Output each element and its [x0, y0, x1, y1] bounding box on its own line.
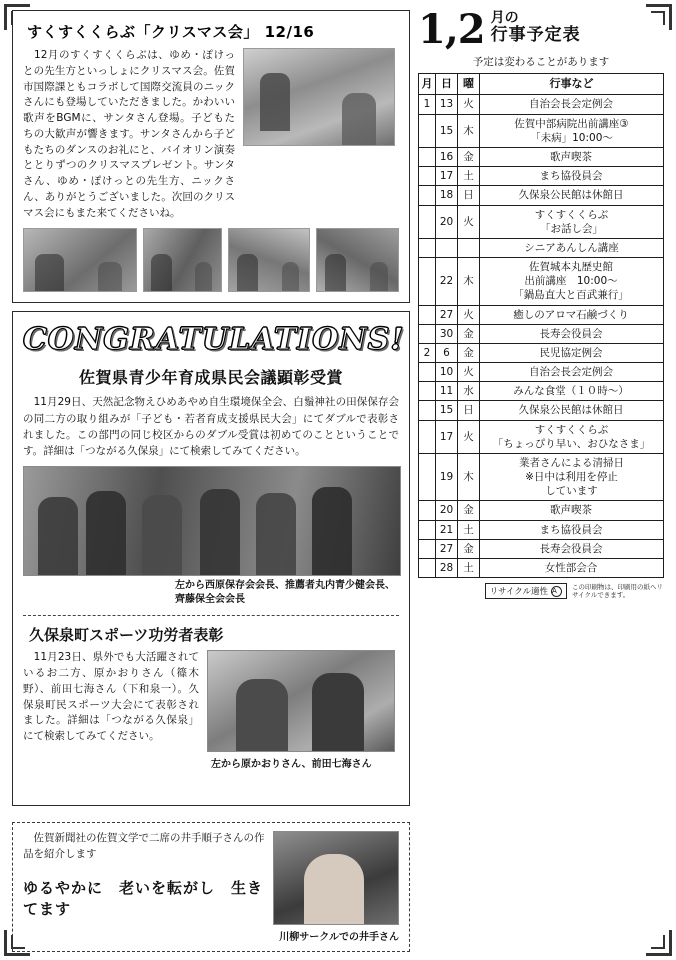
table-row [419, 382, 664, 401]
award-photo-caption: 左から西原保存会会長、推薦者丸内青少健会長、齊藤保全会会長 [175, 580, 395, 606]
column-header-month: 月 [419, 73, 436, 95]
cell-event: 長寿会役員会 [480, 324, 664, 343]
footer-recycle [418, 583, 664, 599]
cell-month [419, 501, 436, 520]
senryu-poem: ゆるやかに 老いを転がし 生きてます [23, 878, 264, 918]
calendar-table [418, 73, 664, 578]
cell-dow: 木 [458, 453, 480, 501]
cell-day: 15 [436, 114, 458, 147]
calendar-month-suffix: 月の [490, 10, 519, 26]
cell-month [419, 205, 436, 238]
cell-day: 27 [436, 539, 458, 558]
christmas-main-photo [243, 48, 395, 146]
cell-day [436, 238, 458, 257]
cell-event: 業者さんによる清掃日 ※日中は利用を停止 しています [480, 453, 664, 501]
recycle-note: この印刷物は、印刷用の紙へリサイクルできます。 [572, 583, 663, 600]
sports-award-photo [207, 650, 395, 752]
congratulations-banner: CONGRATULATIONS! [23, 322, 405, 358]
table-row [419, 167, 664, 186]
corner-ornament-bottom-right [646, 930, 672, 956]
left-column [12, 10, 410, 952]
cell-event: 歌声喫茶 [480, 501, 664, 520]
table-row [419, 324, 664, 343]
cell-day: 17 [436, 167, 458, 186]
cell-event: 自治会長会定例会 [480, 95, 664, 114]
award-ceremony-photo [23, 466, 401, 576]
cell-day: 21 [436, 520, 458, 539]
recycle-mark-icon: A [551, 586, 562, 597]
christmas-thumb-1 [23, 228, 137, 292]
recycle-badge [485, 583, 567, 599]
cell-day: 30 [436, 324, 458, 343]
cell-day: 20 [436, 501, 458, 520]
cell-event: 歌声喫茶 [480, 148, 664, 167]
cell-dow: 水 [458, 382, 480, 401]
cell-month [419, 324, 436, 343]
cell-day: 27 [436, 305, 458, 324]
table-row [419, 114, 664, 147]
sports-award-caption: 左から原かおりさん、前田七海さん [211, 759, 372, 771]
cell-event: 癒しのアロマ石鹸づくり [480, 305, 664, 324]
senryu-photo [273, 831, 399, 925]
cell-month [419, 258, 436, 306]
cell-month [419, 453, 436, 501]
christmas-thumb-2 [143, 228, 223, 292]
cell-month [419, 520, 436, 539]
cell-event: 民児協定例会 [480, 343, 664, 362]
cell-day: 19 [436, 453, 458, 501]
cell-dow: 日 [458, 401, 480, 420]
calendar-header-text [491, 10, 581, 49]
cell-month [419, 558, 436, 577]
article-christmas-title: すくすくくらぶ「クリスマス会」 12/16 [27, 23, 315, 41]
cell-month: 1 [419, 95, 436, 114]
cell-month [419, 238, 436, 257]
cell-day: 16 [436, 148, 458, 167]
cell-day: 15 [436, 401, 458, 420]
cell-month [419, 186, 436, 205]
cell-dow: 火 [458, 305, 480, 324]
cell-month [419, 167, 436, 186]
cell-dow: 木 [458, 114, 480, 147]
cell-day: 18 [436, 186, 458, 205]
senryu-photo-wrap [273, 831, 399, 943]
cell-dow: 土 [458, 520, 480, 539]
cell-day: 28 [436, 558, 458, 577]
article-christmas [12, 10, 410, 303]
column-header-dow: 曜 [458, 73, 480, 95]
table-row [419, 205, 664, 238]
calendar-body [419, 95, 664, 578]
cell-month [419, 114, 436, 147]
cell-event: まち協役員会 [480, 520, 664, 539]
table-row [419, 148, 664, 167]
cell-day: 6 [436, 343, 458, 362]
table-row [419, 186, 664, 205]
table-row [419, 305, 664, 324]
cell-day: 11 [436, 382, 458, 401]
cell-month [419, 539, 436, 558]
cell-event: 佐賀中部病院出前講座③ 「未病」10:00〜 [480, 114, 664, 147]
cell-month: 2 [419, 343, 436, 362]
table-row [419, 363, 664, 382]
cell-month [419, 401, 436, 420]
cell-event: 長寿会役員会 [480, 539, 664, 558]
column-header-day: 日 [436, 73, 458, 95]
cell-event: シニアあんしん講座 [480, 238, 664, 257]
table-row [419, 539, 664, 558]
table-row [419, 258, 664, 306]
sports-award-body [23, 650, 399, 752]
cell-dow: 日 [458, 186, 480, 205]
calendar-note: 予定は変わることがあります [472, 55, 610, 68]
cell-event: 久保泉公民館は休館日 [480, 401, 664, 420]
cell-event: 佐賀城本丸歴史館 出前講座 10:00〜 「鍋島直大と百武兼行」 [480, 258, 664, 306]
cell-dow: 金 [458, 324, 480, 343]
cell-event: 女性部会合 [480, 558, 664, 577]
cell-day: 10 [436, 363, 458, 382]
cell-dow: 火 [458, 95, 480, 114]
table-row [419, 558, 664, 577]
cell-event: 久保泉公民館は休館日 [480, 186, 664, 205]
calendar-month-number: 1,2 [418, 5, 485, 53]
table-row [419, 453, 664, 501]
cell-month [419, 148, 436, 167]
right-column [418, 5, 664, 952]
calendar-title: 行事予定表 [490, 25, 581, 46]
recycle-badge-label: リサイクル適性 [489, 587, 548, 598]
cell-day: 22 [436, 258, 458, 306]
page-columns [12, 5, 664, 952]
cell-month [419, 420, 436, 453]
cell-month [419, 305, 436, 324]
table-row [419, 401, 664, 420]
column-header-event: 行事など [480, 73, 664, 95]
table-row [419, 343, 664, 362]
cell-dow: 火 [458, 363, 480, 382]
article-christmas-body [23, 48, 399, 221]
section-divider [23, 615, 399, 616]
table-row [419, 520, 664, 539]
table-row [419, 95, 664, 114]
christmas-thumb-4 [316, 228, 399, 292]
sports-award-heading: 久保泉町スポーツ功労者表彰 [29, 626, 224, 645]
cell-event: みんな食堂（１０時〜） [480, 382, 664, 401]
cell-event: 自治会長会定例会 [480, 363, 664, 382]
cell-event: すくすくくらぶ 「ちょっぴり早い、おひなさま」 [480, 420, 664, 453]
christmas-photo-row [23, 228, 399, 292]
table-row [419, 501, 664, 520]
senryu-text-block [23, 831, 265, 943]
cell-day: 17 [436, 420, 458, 453]
sports-award-photo-wrap [207, 650, 395, 752]
table-row [419, 238, 664, 257]
cell-day: 20 [436, 205, 458, 238]
corner-ornament-top-right [646, 4, 672, 30]
cell-dow: 金 [458, 501, 480, 520]
table-row [419, 420, 664, 453]
cell-dow: 金 [458, 148, 480, 167]
cell-dow: 金 [458, 343, 480, 362]
senryu-photo-caption: 川柳サークルでの井手さん [279, 932, 399, 943]
cell-dow: 土 [458, 558, 480, 577]
article-awards [12, 311, 410, 806]
article-christmas-text: 12月のすくすくくらぶは、ゆめ・ぽけっとの先生方といっしょにクリスマス会。佐賀市国際課ともコラボして国際交流員のニックさんにも登場していただきました。かわいい歌声をBGMに、サンタさん登場。子どもたちの大歓声が響きます。サンタさんから子どもたちのダンスのお礼にと、バイオリン演奏ととりずつのクリスマスプレゼント。サンタさん、ゆめ・ぽけっとの先生方、ニックさん、ありがとうございました。次回のクリスマス会にもまた来てくださいね。 [23, 49, 235, 219]
cell-event: すくすくくらぶ 「お話し会」 [480, 205, 664, 238]
cell-dow: 火 [458, 205, 480, 238]
corner-ornament-bottom-left [4, 930, 30, 956]
cell-event: まち協役員会 [480, 167, 664, 186]
cell-day: 13 [436, 95, 458, 114]
award-heading: 佐賀県青少年育成県民会議顕彰受賞 [78, 368, 343, 388]
cell-dow: 土 [458, 167, 480, 186]
award-text: 11月29日、天然記念物えひめあやめ自生環境保全会、白鬚神社の田保保存会の同二方の取り組みが「子ども・若者育成支援県民大会」にてダブルで表彰されました。この部門の同じ校区からのダブル受賞は初めてのことということです。詳細は「つながる久保泉」にて検索してみてください。 [23, 396, 399, 458]
cell-dow [458, 238, 480, 257]
cell-month [419, 382, 436, 401]
cell-month [419, 363, 436, 382]
sports-award-text: 11月23日、県外でも大活躍されているお二方、原かおりさん（篠木野）、前田七海さん（下和泉一）。久保泉町民スポーツ大会にて表彰されました。詳細は「つながる久保泉」にて検索してみてください。 [23, 651, 199, 743]
christmas-thumb-3 [228, 228, 309, 292]
calendar-header-row [419, 73, 664, 95]
calendar-header [418, 5, 664, 53]
cell-dow: 木 [458, 258, 480, 306]
senryu-note: 佐賀新聞社の佐賀文学で二席の井手順子さんの作品を紹介します [23, 832, 265, 860]
article-senryu [12, 822, 410, 952]
cell-dow: 金 [458, 539, 480, 558]
cell-dow: 火 [458, 420, 480, 453]
